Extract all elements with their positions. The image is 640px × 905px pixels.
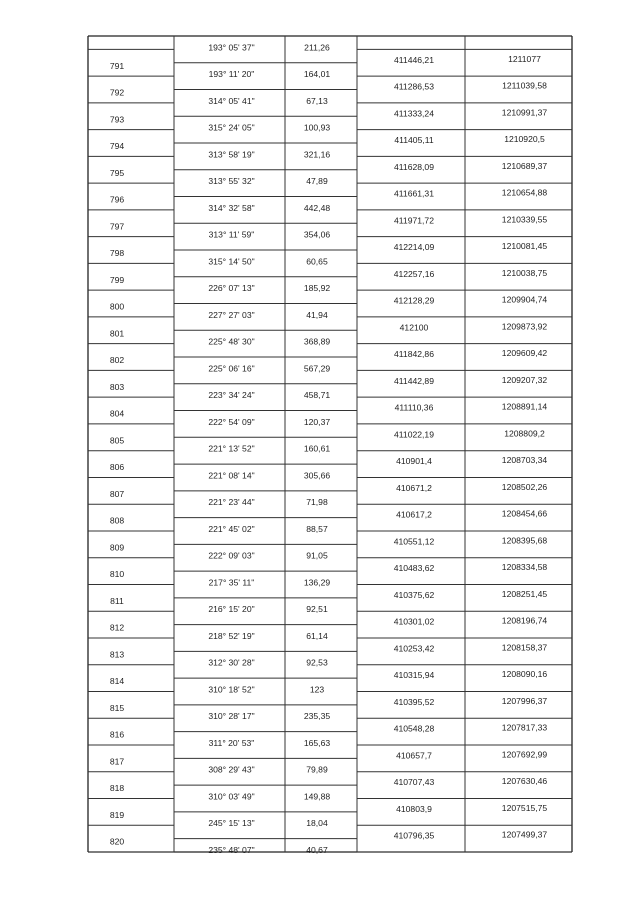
coordinate-x: 410315,94 [393,670,435,681]
point-number: 806 [109,462,125,473]
segment-direction: 222° 09' 03" [208,550,255,561]
coordinate-y: 1208090,16 [501,669,548,680]
segment-length: 67,13 [306,95,328,106]
coordinate-y: 1208809,2 [504,428,545,439]
segment-direction: 217° 35' 11" [208,577,255,588]
coordinate-x: 411405,11 [394,135,434,146]
point-number: 793 [109,114,125,125]
coordinate-y: 1210081,45 [501,241,548,252]
segment-length: 160,61 [303,443,331,454]
point-number: 796 [109,194,125,205]
segment-length: 211,26 [304,42,330,53]
coordinate-x: 410901,4 [396,456,432,467]
segment-direction: 310° 03' 49" [208,791,255,802]
segment-direction: 221° 23' 44" [208,497,255,508]
segment-direction: 311° 20' 53" [208,737,255,748]
coordinate-y: 1210991,37 [501,107,548,118]
segment-length: 60,65 [306,256,328,267]
coordinate-y: 1209207,32 [501,374,548,385]
coordinate-x: 410796,35 [393,830,435,841]
segment-length: 458,71 [303,390,331,401]
coordinate-y: 1210689,37 [501,160,548,171]
point-number: 797 [109,221,125,232]
point-number: 802 [109,355,125,366]
coordinate-y: 1207630,46 [501,776,548,787]
point-number: 805 [109,435,125,446]
point-number: 801 [109,328,125,339]
coordinate-y: 1208395,68 [501,535,548,546]
segment-direction: 227° 27' 03" [208,309,255,320]
coordinate-y: 1209609,42 [501,348,548,359]
coordinate-y: 1210339,55 [501,214,548,225]
point-number: 809 [109,542,125,553]
segment-direction: 223° 34' 24" [208,390,255,401]
coordinate-y: 1208891,14 [501,401,548,412]
coordinate-x: 412100 [399,322,429,333]
point-number: 816 [109,729,125,740]
segment-length: 567,29 [303,363,331,374]
point-number: 818 [109,783,125,794]
coordinate-x: 410375,62 [393,589,435,600]
segment-direction: 225° 06' 16" [208,363,255,374]
coordinate-x: 410301,02 [393,616,435,627]
segment-direction: 225° 48' 30" [208,336,255,347]
segment-length: 100,93 [303,122,331,133]
segment-direction: 193° 05' 37" [208,42,255,53]
coordinate-y: 1208502,26 [501,481,548,492]
segment-direction: 314° 32' 58" [208,202,255,213]
coordinate-y: 1208454,66 [501,508,548,519]
segment-length: 354,06 [303,229,331,240]
segment-direction: 313° 58' 19" [208,149,255,160]
segment-direction: 216° 15' 20" [208,604,255,615]
segment-direction: 310° 18' 52" [208,684,255,695]
segment-length: 79,89 [306,764,328,775]
segment-length: 71,98 [306,497,328,508]
coordinate-x: 411628,09 [394,161,434,172]
coordinate-x: 412257,16 [393,268,435,279]
segment-direction: 193° 11' 20" [208,69,255,80]
point-number: 803 [109,381,125,392]
point-number: 794 [109,141,125,152]
point-number: 815 [109,702,125,713]
segment-length: 91,05 [306,550,328,561]
point-number: 800 [109,301,125,312]
coordinate-x: 410548,28 [393,723,435,734]
coordinate-x: 410395,52 [393,696,435,707]
coordinate-y: 1208196,74 [501,615,548,626]
coordinate-y: 1208251,45 [501,588,548,599]
segment-direction: 221° 08' 14" [208,470,255,481]
point-number: 807 [109,488,125,499]
coordinate-x: 411022,19 [394,429,434,440]
coordinate-x: 411110,36 [394,402,434,413]
segment-direction: 245° 15' 13" [208,818,255,829]
point-number: 819 [109,809,125,820]
point-number: 792 [109,87,125,98]
coordinate-x: 410617,2 [396,509,432,520]
segment-direction: 315° 14' 50" [208,256,255,267]
segment-length: 40,67 [306,845,328,855]
segment-length: 235,35 [303,711,331,722]
coordinate-x: 411446,21 [394,54,434,65]
segment-direction: 315° 24' 05" [208,122,255,133]
segment-length: 41,94 [306,309,328,320]
segment-length: 165,63 [303,737,331,748]
coordinate-x: 411442,89 [394,375,434,386]
segment-length: 123 [309,684,325,695]
coordinate-y: 1208334,58 [501,562,548,573]
coordinate-y: 1207515,75 [501,802,548,813]
coordinate-x: 410657,7 [396,750,432,761]
coordinate-y: 1211039,58 [502,80,547,91]
coordinate-y: 1210654,88 [501,187,548,198]
coordinate-y: 1207996,37 [501,695,548,706]
segment-direction: 314° 05' 41" [208,95,255,106]
point-number: 804 [109,408,125,419]
coordinate-x: 410551,12 [393,536,435,547]
segment-direction: 313° 11' 59" [208,229,255,240]
segment-direction: 218° 52' 19" [208,630,255,641]
segment-length: 442,48 [303,202,331,213]
coordinate-y: 1208158,37 [501,642,548,653]
segment-length: 136,29 [303,577,331,588]
coordinate-x: 410671,2 [396,482,432,493]
point-number: 795 [109,167,125,178]
coordinate-x: 411286,53 [394,81,434,92]
point-number: 811 [110,595,124,606]
segment-length: 185,92 [303,283,331,294]
point-number: 814 [109,676,125,687]
segment-direction: 313° 55' 32" [208,176,255,187]
segment-direction: 312° 30' 28" [208,657,255,668]
point-number: 817 [109,756,125,767]
coordinate-y: 1208703,34 [501,455,548,466]
segment-length: 88,57 [306,523,328,534]
segment-length: 305,66 [303,470,331,481]
coordinate-y: 1210038,75 [501,267,548,278]
segment-length: 18,04 [306,818,328,829]
coordinate-x: 412214,09 [393,242,435,253]
coordinate-y: 1207692,99 [501,749,548,760]
segment-direction: 310° 28' 17" [208,711,255,722]
coordinate-x: 411661,31 [394,188,434,199]
point-number: 812 [109,622,125,633]
coordinate-x: 412128,29 [393,295,435,306]
segment-length: 47,89 [306,176,328,187]
segment-direction: 222° 54' 09" [208,416,255,427]
segment-direction: 221° 45' 02" [208,523,255,534]
coordinate-y: 1207817,33 [501,722,548,733]
segment-direction: 308° 29' 43" [208,764,255,775]
point-number: 813 [109,649,125,660]
coordinate-x: 410803,9 [396,803,432,814]
segment-length: 368,89 [303,336,331,347]
coordinate-x: 411842,86 [394,349,434,360]
segment-length: 149,88 [303,791,331,802]
point-number: 820 [109,836,125,847]
point-number: 799 [109,274,125,285]
coordinate-x: 411971,72 [394,215,434,226]
point-number: 798 [109,248,125,259]
point-number: 791 [109,60,125,71]
coordinate-x: 410707,43 [393,777,435,788]
segment-length: 164,01 [303,69,331,80]
coordinate-y: 1211077 [508,53,541,64]
segment-length: 92,53 [306,657,328,668]
coordinate-x: 411333,24 [394,108,434,119]
point-number: 808 [109,515,125,526]
coordinate-x: 410253,42 [393,643,435,654]
segment-length: 92,51 [306,604,328,615]
coordinate-y: 1209904,74 [501,294,548,305]
segment-length: 120,37 [303,416,331,427]
segment-direction: 221° 13' 52" [208,443,255,454]
coordinate-x: 410483,62 [393,563,435,574]
coordinate-y: 1207499,37 [501,829,548,840]
point-number: 810 [109,569,125,580]
coordinate-y: 1210920,5 [504,134,545,145]
segment-length: 321,16 [303,149,331,160]
segment-direction: 235° 48' 07" [208,845,255,855]
coordinate-y: 1209873,92 [501,321,548,332]
segment-direction: 226° 07' 13" [208,283,255,294]
segment-length: 61,14 [306,630,328,641]
